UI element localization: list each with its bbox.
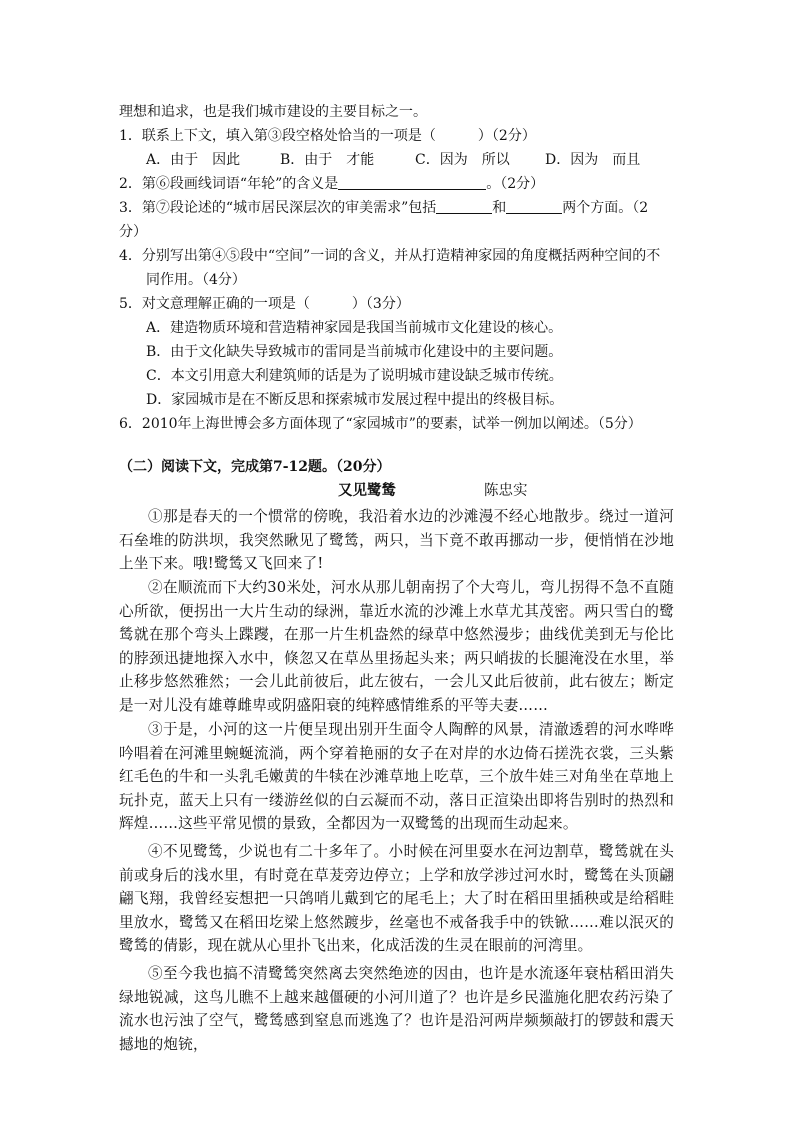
article-paragraph-3: ③于是，小河的这一片便呈现出别开生面令人陶醉的风景，清澈透碧的河水哗哗吟唱着在河滩里蜿蜒流淌，两个穿着艳丽的女子在对岸的水边倚石搓洗衣裳，三头紫红毛色的牛和一头乳毛嫩黄的牛犊在沙滩草地上吃草，三个放牛娃三对角坐在草地上玩扑克，蓝天上只有一缕游丝似的白云凝而不动，落日正渲染出即将告别时的热烈和辉煌……这些平常见惯的景致，全都因为一双鹭鸶的出现而生动起来。 <box>119 721 674 833</box>
article-paragraph-1: ①那是春天的一个惯常的傍晚，我沿着水边的沙滩漫不经心地散步。绕过一道河石垒堆的防洪坝，我突然瞅见了鹭鸶，两只，当下竟不敢再挪动一步，便悄悄在沙地上坐下来。哦!鹭鸶又飞回来了! <box>119 508 674 573</box>
question-3-post: 两个方面。（2 <box>562 200 649 216</box>
question-1-option-c: C．因为 所以 <box>415 152 510 168</box>
question-3-continuation: 分） <box>119 224 147 240</box>
article-paragraph-2: ②在顺流而下大约30米处，河水从那儿朝南拐了个大弯儿，弯儿拐得不急不直随心所欲，便拐出一大片生动的绿洲，靠近水流的沙滩上水草尤其茂密。两只雪白的鹭鸶就在那个弯头上蹀躞，在那一片生机盎然的绿草中悠然漫步；曲线优美到无与伦比的脖颈迅捷地探入水中，倏忽又在草丛里扬起头来；两只峭拔的长腿淹没在水里，举止移步悠然雅然；一会儿此前彼后，此左彼右，一会儿又此后彼前，此右彼左；断定是一对儿没有雄尊雌卑或阴盛阳衰的纯粹感情维系的平等夫妻…… <box>119 579 674 714</box>
question-5-stem: 5．对文意理解正确的一项是（ ）（3分） <box>119 296 410 312</box>
question-4-line-2: 同作用。（4分） <box>146 272 246 288</box>
question-5-option-b: B．由于文化缺失导致城市的雷同是当前城市化建设中的主要问题。 <box>146 344 563 360</box>
answer-blank[interactable] <box>338 175 486 190</box>
answer-blank[interactable] <box>506 199 562 214</box>
question-1-option-a: A．由于 因此 <box>146 152 241 168</box>
question-5-option-d: D．家园城市是在不断反思和探索城市发展过程中提出的终极目标。 <box>146 392 564 408</box>
article-paragraph-5: ⑤至今我也搞不清鹭鸶突然离去突然绝迹的因由，也许是水流逐年衰枯稻田消失绿地锐减，这鸟儿瞧不上越来越僵硬的小河川道了？也许是乡民滥施化肥农药污染了流水也污浊了空气，鹭鸶感到窒息而逃逸了？也许是沿河两岸频频敲打的锣鼓和震天撼地的炮铳， <box>119 965 674 1053</box>
question-1-stem: 1．联系上下文，填入第③段空格处恰当的一项是（ ）（2分） <box>119 128 536 144</box>
question-5-option-c: C．本文引用意大利建筑师的话是为了说明城市建设缺乏城市传统。 <box>146 368 563 384</box>
answer-blank[interactable] <box>436 199 492 214</box>
question-5-option-a: A．建造物质环境和营造精神家园是我国当前城市文化建设的核心。 <box>146 320 563 336</box>
question-3 <box>119 196 648 220</box>
question-4-line-1: 4．分别写出第④⑤段中“空间”一词的含义，并从打造精神家园的角度概括两种空间的不 <box>119 248 661 264</box>
section-2-heading: （二）阅读下文，完成第7-12题。（20分） <box>119 459 391 475</box>
question-6-stem: 6．2010年上海世博会多方面体现了“家园城市”的要素，试举一例加以阐述。（5分） <box>119 416 642 432</box>
intro-continuation: 理想和追求，也是我们城市建设的主要目标之一。 <box>119 104 427 120</box>
question-3-mid: 和 <box>492 200 507 216</box>
question-1-option-d: D．因为 而且 <box>545 152 641 168</box>
question-2-post: 。（2分） <box>486 176 545 192</box>
question-1-option-b: B．由于 才能 <box>280 152 375 168</box>
article-title: 又见鹭鸶 <box>338 482 396 499</box>
article-author: 陈忠实 <box>484 483 528 499</box>
question-2 <box>119 172 544 196</box>
question-2-pre: 2．第⑥段画线词语“年轮”的含义是 <box>119 176 339 192</box>
question-3-pre: 3．第⑦段论述的“城市居民深层次的审美需求”包括 <box>119 200 437 216</box>
article-paragraph-4: ④不见鹭鸶，少说也有二十多年了。小时候在河里耍水在河边割草，鹭鸶就在头前或身后的浅水里，有时竟在草茇旁边停立；上学和放学涉过河水时，鹭鸶在头顶翩翩飞翔，我曾经妄想把一只鸽哨儿戴到它的尾毛上；大了时在稻田里插秧或是给稻畦里放水，鹭鸶又在稻田圪梁上悠然踱步，丝毫也不戒备我手中的铁锨……难以泯灭的鹭鸶的倩影，现在就从心里扑飞出来，化成活泼的生灵在眼前的河湾里。 <box>119 843 674 955</box>
